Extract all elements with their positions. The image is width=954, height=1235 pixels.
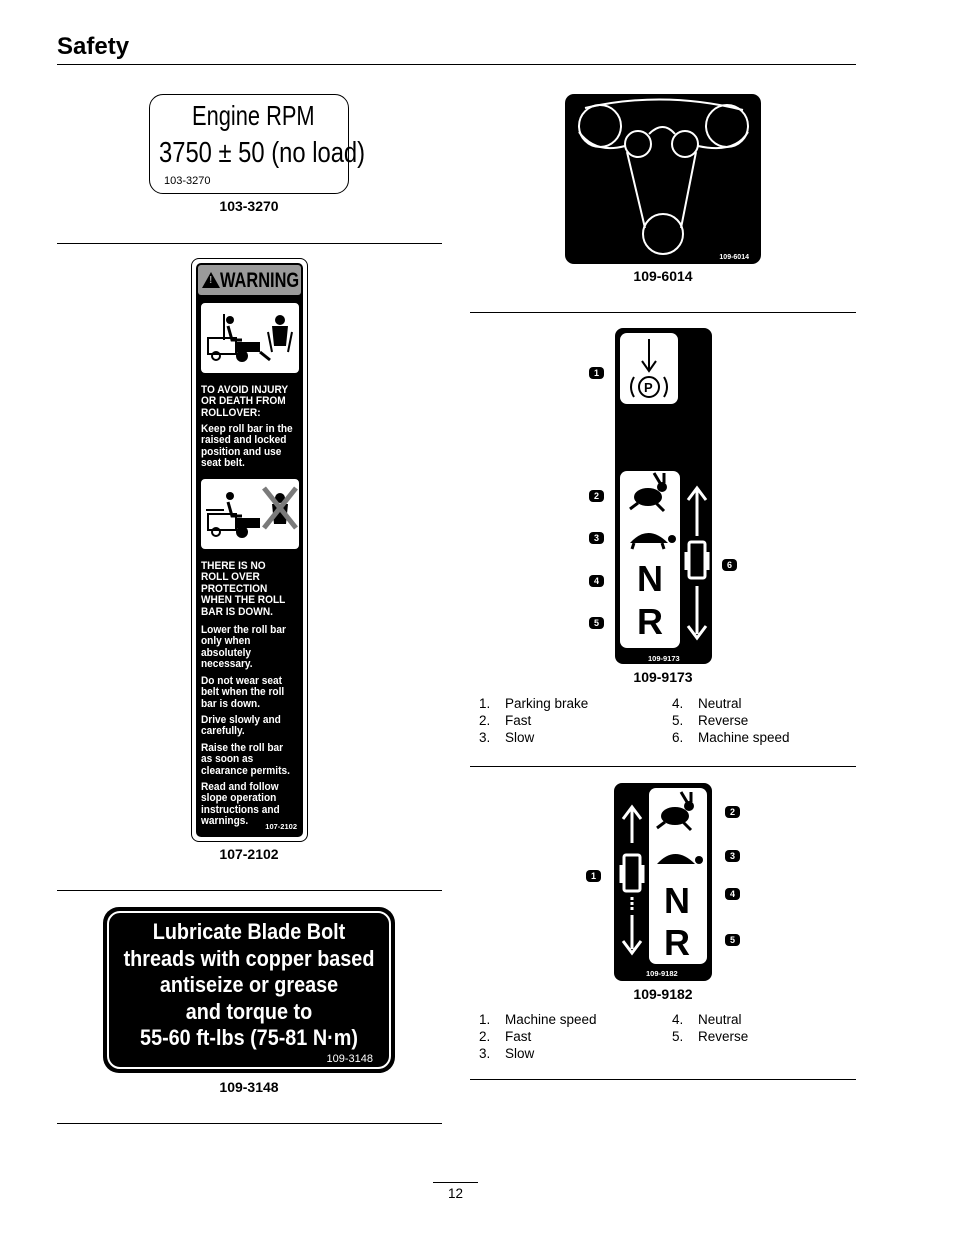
page-title: Safety [57, 33, 130, 60]
decal-part-number: 103-3270 [164, 175, 211, 187]
machine-speed-arrows-icon [682, 484, 712, 644]
callout-5: 5 [725, 934, 740, 946]
section-rule [470, 312, 856, 313]
warning-header: ! WARNING [198, 265, 301, 295]
legend-9173-col1 [479, 695, 588, 746]
reverse-letter: R [664, 922, 690, 963]
warning-triangle-icon [202, 272, 220, 288]
legend-9182-col2 [672, 1011, 748, 1045]
callout-1: 1 [586, 870, 601, 882]
decal-part-number: 107-2102 [265, 822, 297, 831]
callout-2: 2 [589, 490, 604, 502]
callout-4: 4 [725, 888, 740, 900]
warning-block-1-head: TO AVOID INJURY OR DEATH FROM ROLLOVER: [201, 384, 288, 419]
decal-part-number: 109-9182 [646, 969, 678, 978]
speed-control-decal-9173 [615, 328, 712, 664]
neutral-letter: N [637, 558, 663, 599]
decal-line-1: Engine RPM [192, 100, 315, 131]
warning-decal [191, 258, 308, 842]
section-rule [470, 1079, 856, 1080]
list-item: 3. Slow [479, 730, 535, 745]
page-number: 12 [447, 1186, 464, 1201]
warning-item-5: Read and follow slope operation instructions and warnings. [201, 781, 280, 828]
callout-1: 1 [589, 367, 604, 379]
engine-rpm-decal [149, 94, 366, 194]
callout-3: 3 [725, 850, 740, 862]
turtle-icon [657, 854, 703, 864]
belt-diagram-icon [565, 94, 761, 264]
reverse-letter: R [637, 601, 663, 642]
decal-line-2: 3750 ± 50 (no load) [159, 137, 366, 169]
list-item: 4. Neutral [672, 696, 742, 711]
speed-panel [649, 788, 707, 964]
callout-6: 6 [722, 559, 737, 571]
rollbar-down-pictogram [201, 479, 299, 549]
decal-caption: 107-2102 [219, 846, 279, 862]
list-item: 4. Neutral [672, 1012, 742, 1027]
list-item: 5. Reverse [672, 1029, 749, 1044]
section-rule [57, 890, 442, 891]
list-item: 1. Machine speed [479, 1012, 597, 1027]
parking-brake-panel [620, 333, 678, 404]
turtle-icon [630, 533, 676, 549]
speed-control-decal-9182 [614, 783, 712, 981]
decal-part-number: 109-9173 [648, 654, 680, 663]
decal-caption: 103-3270 [219, 198, 279, 214]
decal-part-number: 109-6014 [719, 254, 749, 261]
warning-item-2: Do not wear seat belt when the roll bar is down. [201, 675, 285, 710]
warning-item-1: Lower the roll bar only when absolutely necessary. [201, 624, 286, 671]
decal-caption: 109-9173 [633, 669, 693, 685]
warning-item-4: Raise the roll bar as soon as clearance permits. [201, 742, 290, 777]
rollbar-up-pictogram [201, 303, 299, 373]
section-rule [470, 766, 856, 767]
decal-caption: 109-9182 [633, 986, 693, 1002]
neutral-letter: N [664, 880, 690, 921]
warning-item-3: Drive slowly and carefully. [201, 714, 281, 738]
header-rule [57, 64, 856, 65]
speed-panel [620, 471, 680, 648]
list-item: 2. Fast [479, 1029, 532, 1044]
list-item: 3. Slow [479, 1046, 535, 1061]
legend-9182-col1 [479, 1011, 597, 1062]
decal-caption: 109-3148 [219, 1079, 279, 1095]
section-rule [57, 1123, 442, 1124]
callout-5: 5 [589, 617, 604, 629]
warning-block-2-head: THERE IS NO ROLL OVER PROTECTION WHEN THE ROLL BAR IS DOWN. [201, 560, 286, 618]
list-item: 5. Reverse [672, 713, 749, 728]
rabbit-icon [630, 473, 667, 511]
rabbit-icon [657, 792, 694, 830]
legend-9173-col2 [672, 695, 790, 746]
decal-part-number: 109-3148 [326, 1053, 373, 1065]
callout-2: 2 [725, 806, 740, 818]
svg-text:P: P [644, 380, 653, 395]
list-item: 6. Machine speed [672, 730, 790, 745]
warning-block-1-body: Keep roll bar in the raised and locked position and use seat belt. [201, 423, 293, 470]
list-item: 1. Parking brake [479, 696, 589, 711]
callout-4: 4 [589, 575, 604, 587]
callout-3: 3 [589, 532, 604, 544]
belt-routing-decal [565, 94, 761, 264]
machine-speed-arrows-icon [617, 803, 647, 963]
section-rule [57, 243, 442, 244]
decal-caption: 109-6014 [633, 268, 693, 284]
lubricate-text: Lubricate Blade Bolt threads with copper based antiseize or grease and torque to 55-60 ft-lbs (75-81 N·m) [123, 919, 375, 1050]
list-item: 2. Fast [479, 713, 532, 728]
footer-rule [433, 1182, 478, 1183]
lubricate-decal [103, 907, 395, 1073]
